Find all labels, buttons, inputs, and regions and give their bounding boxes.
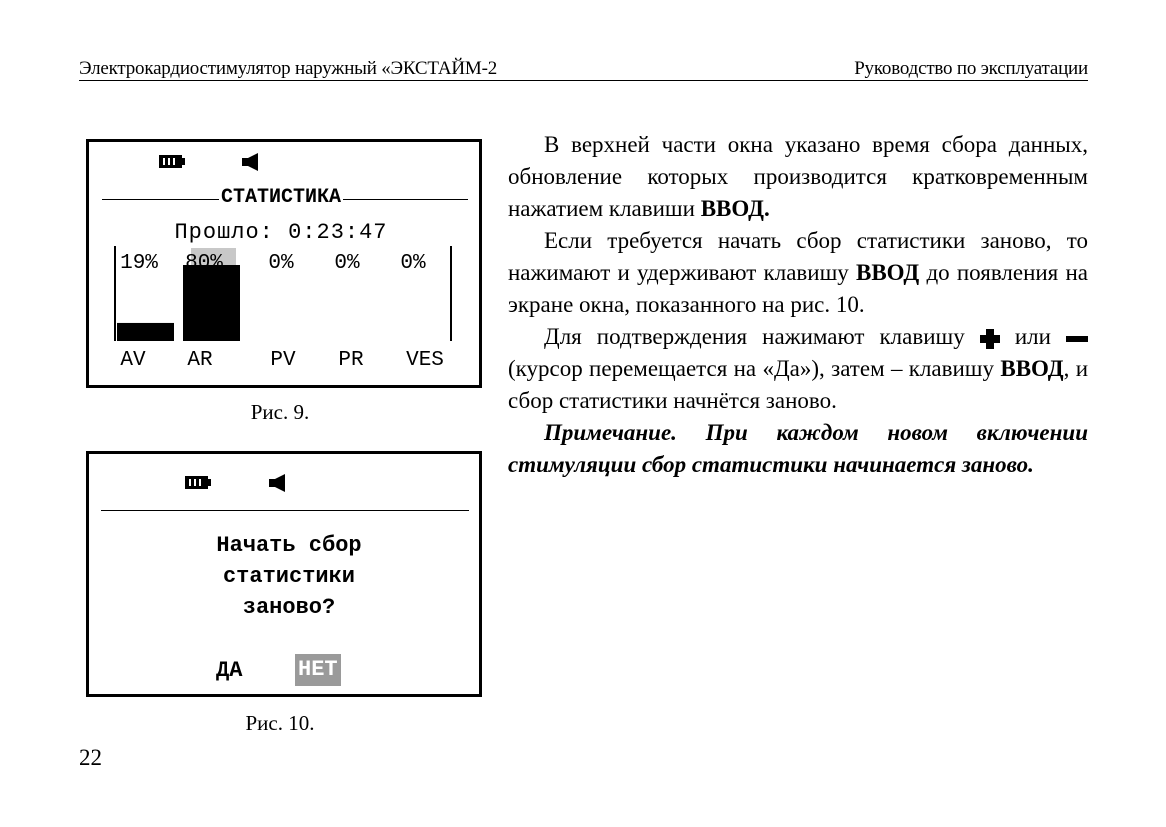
p3-cursor: (курсор перемещается на «Да»), затем – клавишу	[508, 356, 1001, 381]
p3-or: или	[1014, 324, 1066, 349]
figure-10-caption: Рис. 10.	[245, 711, 315, 735]
percent-label: 80%	[185, 252, 223, 275]
category-label-pv: PV	[270, 349, 296, 372]
category-label-ar: AR	[187, 349, 213, 372]
yes-option[interactable]: ДА	[216, 658, 243, 683]
lcd-statistics-screen	[86, 139, 482, 388]
category-label-pr: PR	[338, 349, 364, 372]
note: Примечание. При каждом новом включении стимуляции сбор статистики начинается заново.	[508, 420, 1088, 477]
p3-text: Для подтверждения нажимают клавишу	[544, 324, 980, 349]
key-enter: ВВОД	[856, 260, 920, 285]
header-right: Руководство по эксплуатации	[854, 58, 1088, 79]
category-label-av: AV	[120, 349, 146, 372]
dialog-divider	[101, 510, 469, 511]
percent-label: 0%	[268, 252, 294, 275]
running-header	[79, 58, 1088, 81]
bar-av	[117, 323, 174, 341]
body-text	[508, 129, 1088, 481]
restart-prompt	[139, 530, 439, 623]
key-enter: ВВОД	[1000, 356, 1064, 381]
p3-end: , и сбор статистики начнётся заново.	[508, 356, 1088, 413]
battery-icon	[185, 476, 211, 489]
paragraph-2	[508, 225, 1088, 321]
category-label-ves: VES	[406, 349, 444, 372]
percent-label: 19%	[120, 252, 158, 275]
p1-end: .	[763, 196, 770, 221]
bar-ar	[183, 265, 240, 341]
prompt-line: Начать сбор	[216, 533, 362, 558]
header-left: Электрокардиостимулятор наружный «ЭКСТАЙМ-2	[79, 58, 497, 79]
page-number: 22	[79, 745, 102, 770]
percent-label: 0%	[400, 252, 426, 275]
paragraph-1	[508, 129, 1088, 225]
statistics-title: СТАТИСТИКА	[220, 186, 342, 209]
minus-key-icon	[1066, 335, 1088, 343]
p2-end: до появления на экране окна, показанного на рис. 10.	[508, 260, 1088, 317]
p1-text: В верхней части окна указано время сбора данных, обновление которых производится кратковременным нажатием клавиши	[508, 132, 1088, 221]
plus-key-icon	[980, 329, 1000, 349]
figure-9-caption: Рис. 9.	[250, 400, 310, 424]
category-labels	[109, 348, 459, 374]
percent-label: 0%	[334, 252, 360, 275]
key-enter: ВВОД	[700, 196, 764, 221]
elapsed-time: Прошло: 0:23:47	[174, 220, 388, 245]
prompt-line: заново?	[242, 595, 336, 620]
p2-text: Если требуется начать сбор статистики заново, то нажимают и удерживают клавишу	[508, 228, 1088, 285]
lcd-restart-dialog	[86, 451, 482, 697]
speaker-icon	[269, 474, 289, 492]
paragraph-3	[508, 321, 1088, 417]
no-option-selected[interactable]: НЕТ	[295, 654, 341, 686]
prompt-line: статистики	[222, 564, 356, 589]
